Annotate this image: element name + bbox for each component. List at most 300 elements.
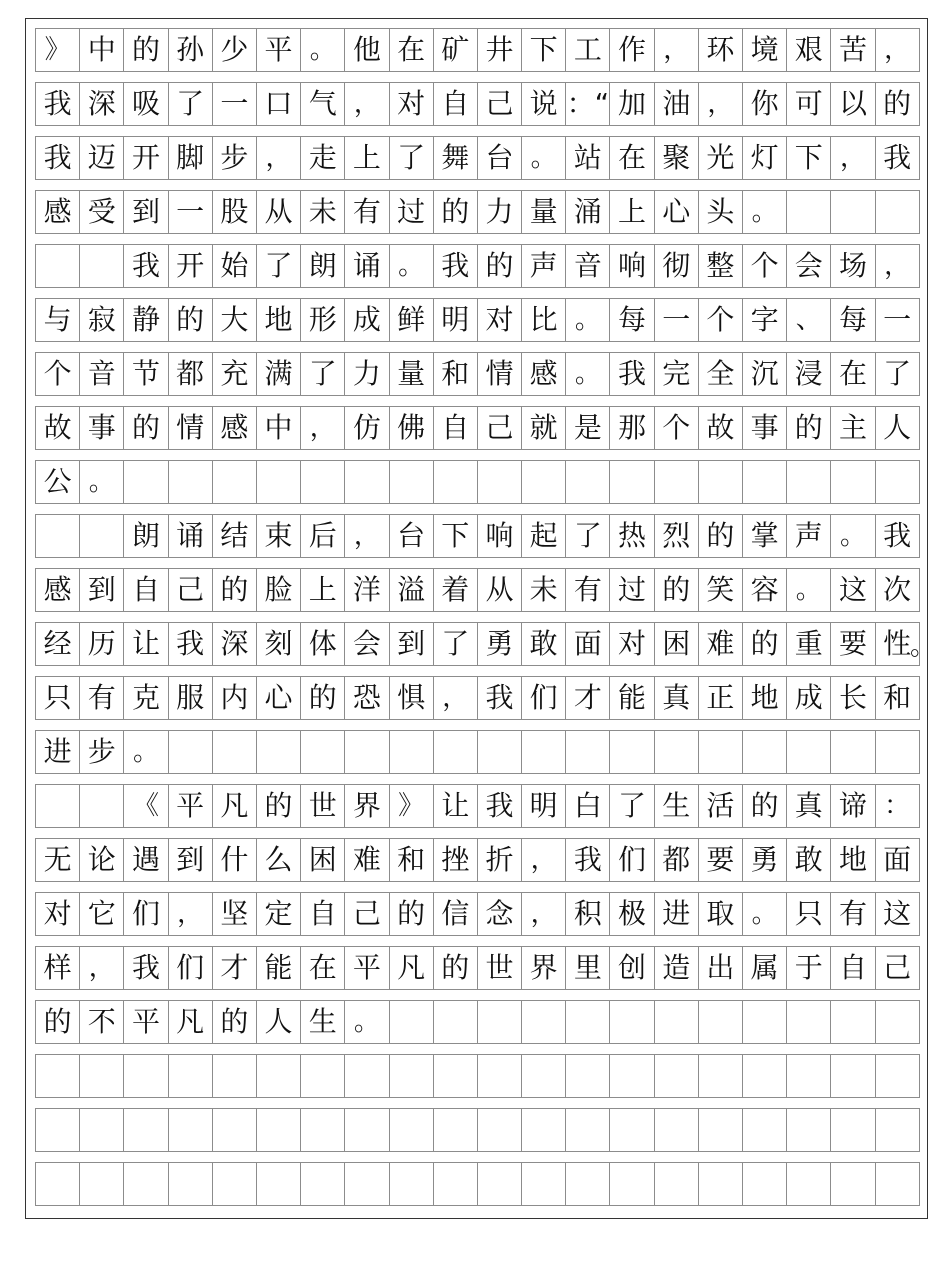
- grid-cell-character: 对: [390, 83, 434, 125]
- grid-cell-character: 事: [743, 407, 787, 449]
- grid-cell-character: 只: [36, 677, 80, 719]
- grid-cell-character: 们: [169, 947, 213, 989]
- grid-cell-empty: [743, 461, 787, 503]
- grid-cell-character: 的: [390, 893, 434, 935]
- grid-cell-character: 真: [655, 677, 699, 719]
- grid-cell-character: ，: [301, 407, 345, 449]
- grid-cell-empty: [743, 1109, 787, 1151]
- grid-cell-character: 成: [345, 299, 389, 341]
- grid-cell-empty: [655, 1055, 699, 1097]
- grid-cell-empty: [80, 1109, 124, 1151]
- grid-row: [35, 352, 920, 396]
- grid-cell-character: 恐: [345, 677, 389, 719]
- grid-cell-character: 到: [80, 569, 124, 611]
- grid-cell-character: 溢: [390, 569, 434, 611]
- grid-cell-character: 股: [213, 191, 257, 233]
- grid-cell-empty: [655, 1001, 699, 1043]
- grid-cell-character: 了: [301, 353, 345, 395]
- grid-cell-character: 有: [345, 191, 389, 233]
- grid-cell-character: 感: [522, 353, 566, 395]
- grid-cell-character: 艰: [787, 29, 831, 71]
- grid-cell-character: 响: [478, 515, 522, 557]
- grid-cell-character: 那: [610, 407, 654, 449]
- grid-cell-empty: [522, 1055, 566, 1097]
- grid-cell-character: 朗: [124, 515, 168, 557]
- grid-cell-character: 要: [699, 839, 743, 881]
- grid-cell-character: 了: [876, 353, 920, 395]
- grid-cell-empty: [36, 515, 80, 557]
- grid-cell-character: 世: [301, 785, 345, 827]
- grid-cell-character: 。: [743, 893, 787, 935]
- grid-cell-empty: [522, 1001, 566, 1043]
- grid-cell-character: 我: [566, 839, 610, 881]
- grid-cell-character: 迈: [80, 137, 124, 179]
- grid-cell-character: 极: [610, 893, 654, 935]
- grid-cell-empty: [787, 461, 831, 503]
- grid-cell-character: 的: [478, 245, 522, 287]
- grid-row: [35, 82, 920, 126]
- grid-cell-character: 主: [831, 407, 875, 449]
- grid-cell-character: 经: [36, 623, 80, 665]
- grid-cell-character: 平: [124, 1001, 168, 1043]
- grid-cell-character: 会: [787, 245, 831, 287]
- grid-cell-character: 油: [655, 83, 699, 125]
- grid-cell-empty: [301, 731, 345, 773]
- grid-cell-character: 热: [610, 515, 654, 557]
- grid-cell-character: 的: [743, 785, 787, 827]
- grid-cell-character: 环: [699, 29, 743, 71]
- grid-cell-character: ，: [831, 137, 875, 179]
- grid-cell-character: 属: [743, 947, 787, 989]
- grid-cell-character: 的: [124, 29, 168, 71]
- grid-cell-character: 人: [876, 407, 920, 449]
- grid-cell-character: 比: [522, 299, 566, 341]
- grid-cell-character: 在: [390, 29, 434, 71]
- grid-cell-empty: [831, 1055, 875, 1097]
- grid-cell-character: 仿: [345, 407, 389, 449]
- grid-cell-character: 己: [478, 407, 522, 449]
- grid-cell-empty: [876, 1109, 920, 1151]
- grid-cell-empty: [478, 1163, 522, 1205]
- grid-cell-character: 历: [80, 623, 124, 665]
- grid-cell-character: 字: [743, 299, 787, 341]
- grid-row: [35, 946, 920, 990]
- grid-cell-empty: [434, 1109, 478, 1151]
- grid-cell-character: ，: [169, 893, 213, 935]
- grid-cell-character: 内: [213, 677, 257, 719]
- grid-cell-character: 凡: [213, 785, 257, 827]
- grid-cell-empty: [699, 1001, 743, 1043]
- grid-cell-character: 与: [36, 299, 80, 341]
- grid-cell-empty: [169, 1055, 213, 1097]
- grid-cell-character: 。: [345, 1001, 389, 1043]
- grid-cell-empty: [876, 1001, 920, 1043]
- grid-cell-character: 我: [124, 245, 168, 287]
- grid-cell-character: 就: [522, 407, 566, 449]
- grid-cell-character: 创: [610, 947, 654, 989]
- grid-cell-empty: [610, 1001, 654, 1043]
- grid-cell-character: 矿: [434, 29, 478, 71]
- grid-cell-character: 对: [478, 299, 522, 341]
- grid-row: [35, 136, 920, 180]
- composition-grid: [35, 28, 936, 1216]
- grid-cell-character: 我: [169, 623, 213, 665]
- grid-cell-character: 脸: [257, 569, 301, 611]
- grid-row: [35, 244, 920, 288]
- grid-cell-empty: [699, 1163, 743, 1205]
- grid-cell-empty: [655, 731, 699, 773]
- grid-cell-character: 要: [831, 623, 875, 665]
- grid-cell-character: 遇: [124, 839, 168, 881]
- grid-cell-empty: [80, 1163, 124, 1205]
- grid-cell-character: 下: [787, 137, 831, 179]
- grid-cell-empty: [345, 1163, 389, 1205]
- grid-cell-character: 世: [478, 947, 522, 989]
- grid-cell-character: 走: [301, 137, 345, 179]
- grid-cell-character: 涌: [566, 191, 610, 233]
- grid-cell-empty: [124, 1109, 168, 1151]
- grid-cell-character: 什: [213, 839, 257, 881]
- grid-cell-character: 了: [169, 83, 213, 125]
- grid-row: [35, 568, 920, 612]
- grid-cell-character: 、: [787, 299, 831, 341]
- grid-cell-character: 勇: [743, 839, 787, 881]
- grid-cell-empty: [743, 1001, 787, 1043]
- grid-cell-empty: [390, 461, 434, 503]
- grid-cell-character: ，: [345, 83, 389, 125]
- grid-cell-character: 己: [345, 893, 389, 935]
- grid-cell-character: 感: [36, 569, 80, 611]
- grid-cell-character: 对: [610, 623, 654, 665]
- grid-cell-empty: [655, 1109, 699, 1151]
- grid-cell-character: 进: [655, 893, 699, 935]
- grid-row: [35, 1108, 920, 1152]
- grid-cell-character: ，: [522, 839, 566, 881]
- grid-row: [35, 1162, 920, 1206]
- grid-cell-character: 下: [434, 515, 478, 557]
- grid-cell-character: 个: [36, 353, 80, 395]
- grid-cell-empty: [213, 1109, 257, 1151]
- grid-cell-empty: [169, 461, 213, 503]
- grid-cell-empty: [876, 1055, 920, 1097]
- grid-cell-character: 我: [36, 83, 80, 125]
- grid-cell-character: 人: [257, 1001, 301, 1043]
- grid-cell-empty: [566, 731, 610, 773]
- grid-cell-character: 节: [124, 353, 168, 395]
- grid-cell-empty: [257, 461, 301, 503]
- grid-cell-character: 头: [699, 191, 743, 233]
- grid-cell-character: 整: [699, 245, 743, 287]
- grid-cell-character: 刻: [257, 623, 301, 665]
- grid-cell-empty: [169, 731, 213, 773]
- grid-cell-character: 以: [831, 83, 875, 125]
- grid-cell-character: 过: [390, 191, 434, 233]
- grid-cell-character: 声: [787, 515, 831, 557]
- grid-cell-character: 我: [36, 137, 80, 179]
- grid-cell-character: 井: [478, 29, 522, 71]
- grid-cell-character: 未: [301, 191, 345, 233]
- grid-cell-empty: [36, 785, 80, 827]
- grid-cell-character: 故: [36, 407, 80, 449]
- grid-cell-character: 。: [743, 191, 787, 233]
- grid-cell-empty: [831, 1001, 875, 1043]
- grid-cell-empty: [169, 1109, 213, 1151]
- grid-cell-character: ：“: [566, 83, 610, 125]
- grid-cell-empty: [566, 1163, 610, 1205]
- grid-cell-empty: [699, 461, 743, 503]
- grid-cell-empty: [876, 1163, 920, 1205]
- grid-cell-character: 这: [831, 569, 875, 611]
- grid-cell-character: 让: [434, 785, 478, 827]
- grid-cell-character: 脚: [169, 137, 213, 179]
- grid-cell-empty: [345, 1055, 389, 1097]
- grid-cell-character: 次: [876, 569, 920, 611]
- grid-cell-character: 了: [566, 515, 610, 557]
- grid-cell-character: ，: [876, 29, 920, 71]
- grid-cell-character: 。: [831, 515, 875, 557]
- grid-cell-character: 下: [522, 29, 566, 71]
- grid-cell-character: 信: [434, 893, 478, 935]
- grid-cell-empty: [213, 1055, 257, 1097]
- grid-cell-character: 我: [876, 515, 920, 557]
- grid-cell-character: 起: [522, 515, 566, 557]
- grid-cell-character: 量: [522, 191, 566, 233]
- grid-row: [35, 1054, 920, 1098]
- grid-cell-character: 的: [124, 407, 168, 449]
- grid-cell-character: 聚: [655, 137, 699, 179]
- grid-cell-character: 可: [787, 83, 831, 125]
- grid-cell-character: 》: [36, 29, 80, 71]
- grid-cell-character: ，: [434, 677, 478, 719]
- grid-cell-empty: [124, 1163, 168, 1205]
- grid-cell-empty: [831, 1109, 875, 1151]
- grid-cell-character: 个: [743, 245, 787, 287]
- grid-cell-empty: [743, 1055, 787, 1097]
- grid-cell-character: 到: [390, 623, 434, 665]
- grid-row: [35, 28, 920, 72]
- grid-cell-character: 。: [390, 245, 434, 287]
- grid-cell-character: ，: [876, 245, 920, 287]
- grid-cell-character: 谛: [831, 785, 875, 827]
- grid-cell-character: 后: [301, 515, 345, 557]
- grid-cell-character: 开: [169, 245, 213, 287]
- grid-cell-empty: [478, 1001, 522, 1043]
- grid-cell-character: 气: [301, 83, 345, 125]
- grid-cell-character: 我: [876, 137, 920, 179]
- grid-cell-character: 的: [169, 299, 213, 341]
- grid-cell-character: 个: [655, 407, 699, 449]
- grid-cell-character: 舞: [434, 137, 478, 179]
- grid-cell-character: 的: [213, 1001, 257, 1043]
- grid-cell-character: 我: [434, 245, 478, 287]
- grid-cell-character: 不: [80, 1001, 124, 1043]
- grid-cell-character: 明: [434, 299, 478, 341]
- grid-cell-character: 未: [522, 569, 566, 611]
- grid-cell-empty: [655, 1163, 699, 1205]
- grid-cell-character: 。: [522, 137, 566, 179]
- grid-cell-character: 己: [169, 569, 213, 611]
- grid-cell-empty: [301, 461, 345, 503]
- grid-cell-empty: [80, 785, 124, 827]
- grid-cell-character: 面: [566, 623, 610, 665]
- grid-cell-character: 。: [80, 461, 124, 503]
- grid-cell-empty: [213, 1163, 257, 1205]
- grid-cell-character: 感: [36, 191, 80, 233]
- grid-cell-character: 束: [257, 515, 301, 557]
- grid-row: [35, 1000, 920, 1044]
- grid-cell-character: 它: [80, 893, 124, 935]
- grid-cell-character: 音: [566, 245, 610, 287]
- grid-cell-character: 都: [655, 839, 699, 881]
- grid-cell-character: 站: [566, 137, 610, 179]
- grid-cell-character: 上: [301, 569, 345, 611]
- grid-cell-character: 加: [610, 83, 654, 125]
- grid-cell-character: 能: [610, 677, 654, 719]
- grid-cell-character: 会: [345, 623, 389, 665]
- grid-cell-character: 有: [566, 569, 610, 611]
- grid-cell-character: 满: [257, 353, 301, 395]
- grid-cell-character: ：: [876, 785, 920, 827]
- grid-cell-empty: [301, 1109, 345, 1151]
- grid-cell-character: 声: [522, 245, 566, 287]
- grid-cell-character: 和: [876, 677, 920, 719]
- grid-cell-character: 界: [345, 785, 389, 827]
- grid-row: [35, 460, 920, 504]
- grid-cell-character: 苦: [831, 29, 875, 71]
- grid-cell-empty: [301, 1163, 345, 1205]
- grid-cell-character: 有: [831, 893, 875, 935]
- grid-cell-character: 自: [434, 83, 478, 125]
- grid-cell-character: 才: [566, 677, 610, 719]
- grid-cell-character: 的: [876, 83, 920, 125]
- grid-cell-character: 和: [434, 353, 478, 395]
- grid-cell-character: 的: [434, 947, 478, 989]
- grid-cell-character: 平: [345, 947, 389, 989]
- grid-cell-character: 步: [80, 731, 124, 773]
- grid-cell-character: 的: [301, 677, 345, 719]
- grid-cell-character: 活: [699, 785, 743, 827]
- grid-cell-character: 步: [213, 137, 257, 179]
- grid-cell-character: 面: [876, 839, 920, 881]
- grid-cell-empty: [743, 731, 787, 773]
- grid-cell-character: 鲜: [390, 299, 434, 341]
- grid-cell-character: 了: [390, 137, 434, 179]
- grid-cell-character: 》: [390, 785, 434, 827]
- grid-cell-character: 光: [699, 137, 743, 179]
- grid-cell-character: 充: [213, 353, 257, 395]
- grid-cell-character: 才: [213, 947, 257, 989]
- grid-cell-empty: [80, 245, 124, 287]
- grid-cell-character: 掌: [743, 515, 787, 557]
- grid-cell-empty: [743, 1163, 787, 1205]
- grid-cell-character: 静: [124, 299, 168, 341]
- grid-cell-character: 挫: [434, 839, 478, 881]
- grid-cell-character: 进: [36, 731, 80, 773]
- grid-cell-character: 是: [566, 407, 610, 449]
- grid-cell-character: 了: [434, 623, 478, 665]
- grid-cell-character: 中: [257, 407, 301, 449]
- grid-cell-character: 念: [478, 893, 522, 935]
- grid-cell-empty: [478, 461, 522, 503]
- grid-row: [35, 622, 936, 666]
- grid-cell-character: 容: [743, 569, 787, 611]
- grid-cell-character: 样: [36, 947, 80, 989]
- grid-cell-character: 。: [124, 731, 168, 773]
- grid-cell-empty: [390, 1001, 434, 1043]
- grid-cell-character: 中: [80, 29, 124, 71]
- grid-cell-empty: [610, 731, 654, 773]
- grid-cell-empty: [390, 1055, 434, 1097]
- grid-cell-character: 结: [213, 515, 257, 557]
- grid-cell-character: 和: [390, 839, 434, 881]
- grid-cell-character: 烈: [655, 515, 699, 557]
- grid-cell-character: 生: [301, 1001, 345, 1043]
- grid-cell-empty: [699, 1109, 743, 1151]
- grid-cell-empty: [124, 1055, 168, 1097]
- grid-cell-character: 己: [876, 947, 920, 989]
- grid-cell-character: 深: [213, 623, 257, 665]
- grid-cell-empty: [787, 1109, 831, 1151]
- grid-cell-character: 在: [831, 353, 875, 395]
- grid-cell-empty: [36, 245, 80, 287]
- grid-cell-character: 事: [80, 407, 124, 449]
- grid-cell-character: 在: [610, 137, 654, 179]
- grid-cell-character: 造: [655, 947, 699, 989]
- grid-cell-character: 积: [566, 893, 610, 935]
- grid-cell-character: 白: [566, 785, 610, 827]
- grid-cell-empty: [257, 731, 301, 773]
- grid-cell-empty: [876, 461, 920, 503]
- grid-cell-character: 成: [787, 677, 831, 719]
- grid-cell-character: 我: [124, 947, 168, 989]
- grid-cell-character: 受: [80, 191, 124, 233]
- grid-cell-empty: [434, 1055, 478, 1097]
- grid-cell-character: 到: [169, 839, 213, 881]
- grid-cell-character: 诵: [169, 515, 213, 557]
- grid-cell-character: 服: [169, 677, 213, 719]
- grid-cell-character: 台: [390, 515, 434, 557]
- grid-row: [35, 406, 920, 450]
- grid-cell-character: 生: [655, 785, 699, 827]
- grid-cell-character: 有: [80, 677, 124, 719]
- grid-row: [35, 892, 920, 936]
- grid-cell-character: 过: [610, 569, 654, 611]
- grid-cell-character: 我: [610, 353, 654, 395]
- grid-cell-character: 勇: [478, 623, 522, 665]
- grid-cell-character: 一: [876, 299, 920, 341]
- grid-cell-character: 寂: [80, 299, 124, 341]
- grid-cell-character: 情: [478, 353, 522, 395]
- grid-cell-character: 个: [699, 299, 743, 341]
- grid-cell-character: 每: [831, 299, 875, 341]
- grid-cell-character: 场: [831, 245, 875, 287]
- grid-cell-character: 音: [80, 353, 124, 395]
- grid-row: [35, 784, 920, 828]
- grid-cell-empty: [699, 731, 743, 773]
- grid-cell-character: 上: [610, 191, 654, 233]
- grid-cell-character: 心: [655, 191, 699, 233]
- grid-cell-empty: [831, 191, 875, 233]
- grid-cell-character: 诵: [345, 245, 389, 287]
- grid-cell-character: 我: [478, 677, 522, 719]
- grid-cell-character: 。: [787, 569, 831, 611]
- grid-cell-character: 口: [257, 83, 301, 125]
- grid-cell-character: ，: [699, 83, 743, 125]
- grid-cell-character: 克: [124, 677, 168, 719]
- grid-cell-empty: [213, 731, 257, 773]
- overflow-punctuation: 。: [909, 631, 936, 662]
- grid-cell-character: 出: [699, 947, 743, 989]
